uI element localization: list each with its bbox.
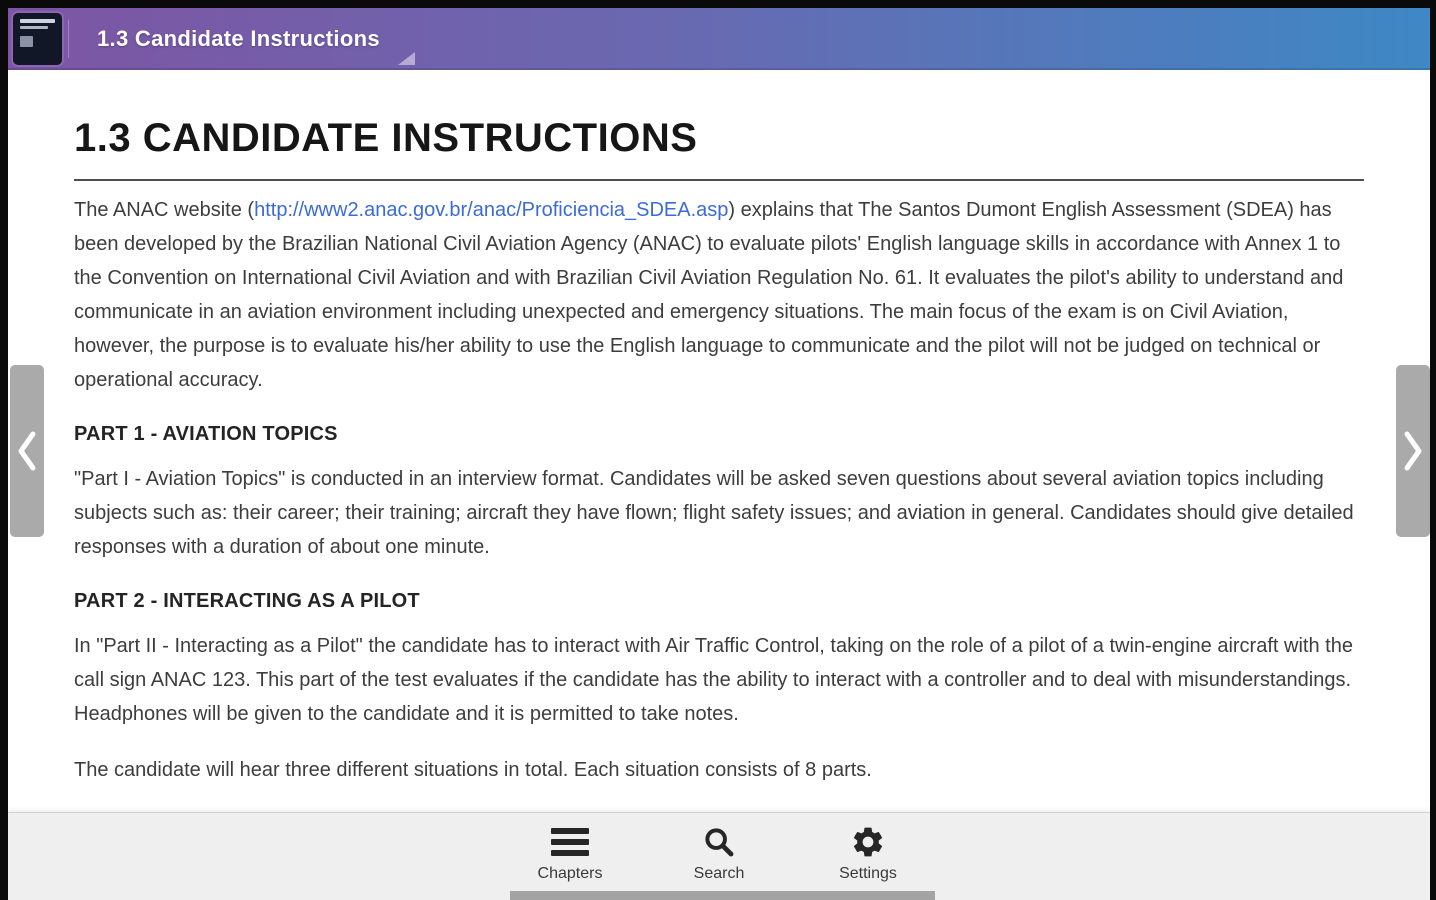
search-label: Search <box>693 865 745 882</box>
search-icon <box>702 825 736 859</box>
cover-art-block <box>20 36 33 47</box>
next-page-button[interactable] <box>1396 365 1430 537</box>
topbar <box>8 8 1430 70</box>
chevron-left-icon <box>14 428 40 474</box>
bottom-toolbar <box>8 812 1430 900</box>
intro-paragraph <box>74 193 1364 397</box>
settings-icon <box>850 824 886 860</box>
chevron-right-icon <box>1400 428 1426 474</box>
search-button[interactable] <box>674 813 764 900</box>
part1-paragraph: "Part I - Aviation Topics" is conducted in an interview format. Candidates will be asked seven questions about several aviation topics including subjects such as: their career; their training; aircraft they have flown; flight safety issues; and aviation in general. Candidates should give detailed responses with a duration of about one minute. <box>74 468 1354 558</box>
chapters-label: Chapters <box>537 865 603 882</box>
topbar-divider <box>68 20 69 58</box>
intro-text-after-link: ) explains that The Santos Dumont English Assessment (SDEA) has been developed by the Brazilian National Civil Aviation Agency (ANAC) to evaluate pilots' English language skills in accordance with Annex 1 to the Convention on International Civil Aviation and with Brazilian Civil Aviation Regulation No. 61. It evaluates the pilot's ability to understand and communicate in an aviation environment including unexpected and emergency situations. The main focus of the exam is on Civil Aviation, however, the purpose is to evaluate his/her ability to use the English language to communicate and the pilot will not be judged on technical or operational accuracy. <box>74 199 1344 391</box>
reader-page <box>8 70 1430 812</box>
settings-label: Settings <box>839 865 897 882</box>
heading-rule <box>74 179 1364 181</box>
bottom-handle <box>510 891 935 900</box>
cover-art-line <box>20 19 55 23</box>
part2-heading: PART 2 - INTERACTING AS A PILOT <box>74 590 420 612</box>
chapters-button[interactable] <box>525 813 615 900</box>
settings-button[interactable] <box>823 813 913 900</box>
title-caret-icon[interactable] <box>398 52 415 65</box>
chapters-icon <box>551 826 589 859</box>
previous-page-button[interactable] <box>10 365 44 537</box>
part1-heading: PART 1 - AVIATION TOPICS <box>74 423 338 445</box>
ebook-reader-app <box>8 8 1430 900</box>
part2-paragraph: In "Part II - Interacting as a Pilot" the candidate has to interact with Air Traffic Control, taking on the role of a pilot of a twin-engine aircraft with the call sign ANAC 123. This part of the test evaluates if the candidate has the ability to interact with a controller and to deal with misunderstandings. Headphones will be given to the candidate and it is permitted to take notes. <box>74 635 1353 725</box>
book-cover-thumbnail[interactable] <box>13 13 62 65</box>
cover-art-line <box>20 26 48 29</box>
anac-website-link[interactable]: http://www2.anac.gov.br/anac/Proficiencia_SDEA.asp <box>254 199 729 221</box>
situations-note: The candidate will hear three different situations in total. Each situation consists of 8 parts. <box>74 759 872 781</box>
chapter-title: 1.3 Candidate Instructions <box>97 26 380 51</box>
page-heading: 1.3 CANDIDATE INSTRUCTIONS <box>74 116 698 160</box>
intro-text-before-link: The ANAC website ( <box>74 199 255 221</box>
